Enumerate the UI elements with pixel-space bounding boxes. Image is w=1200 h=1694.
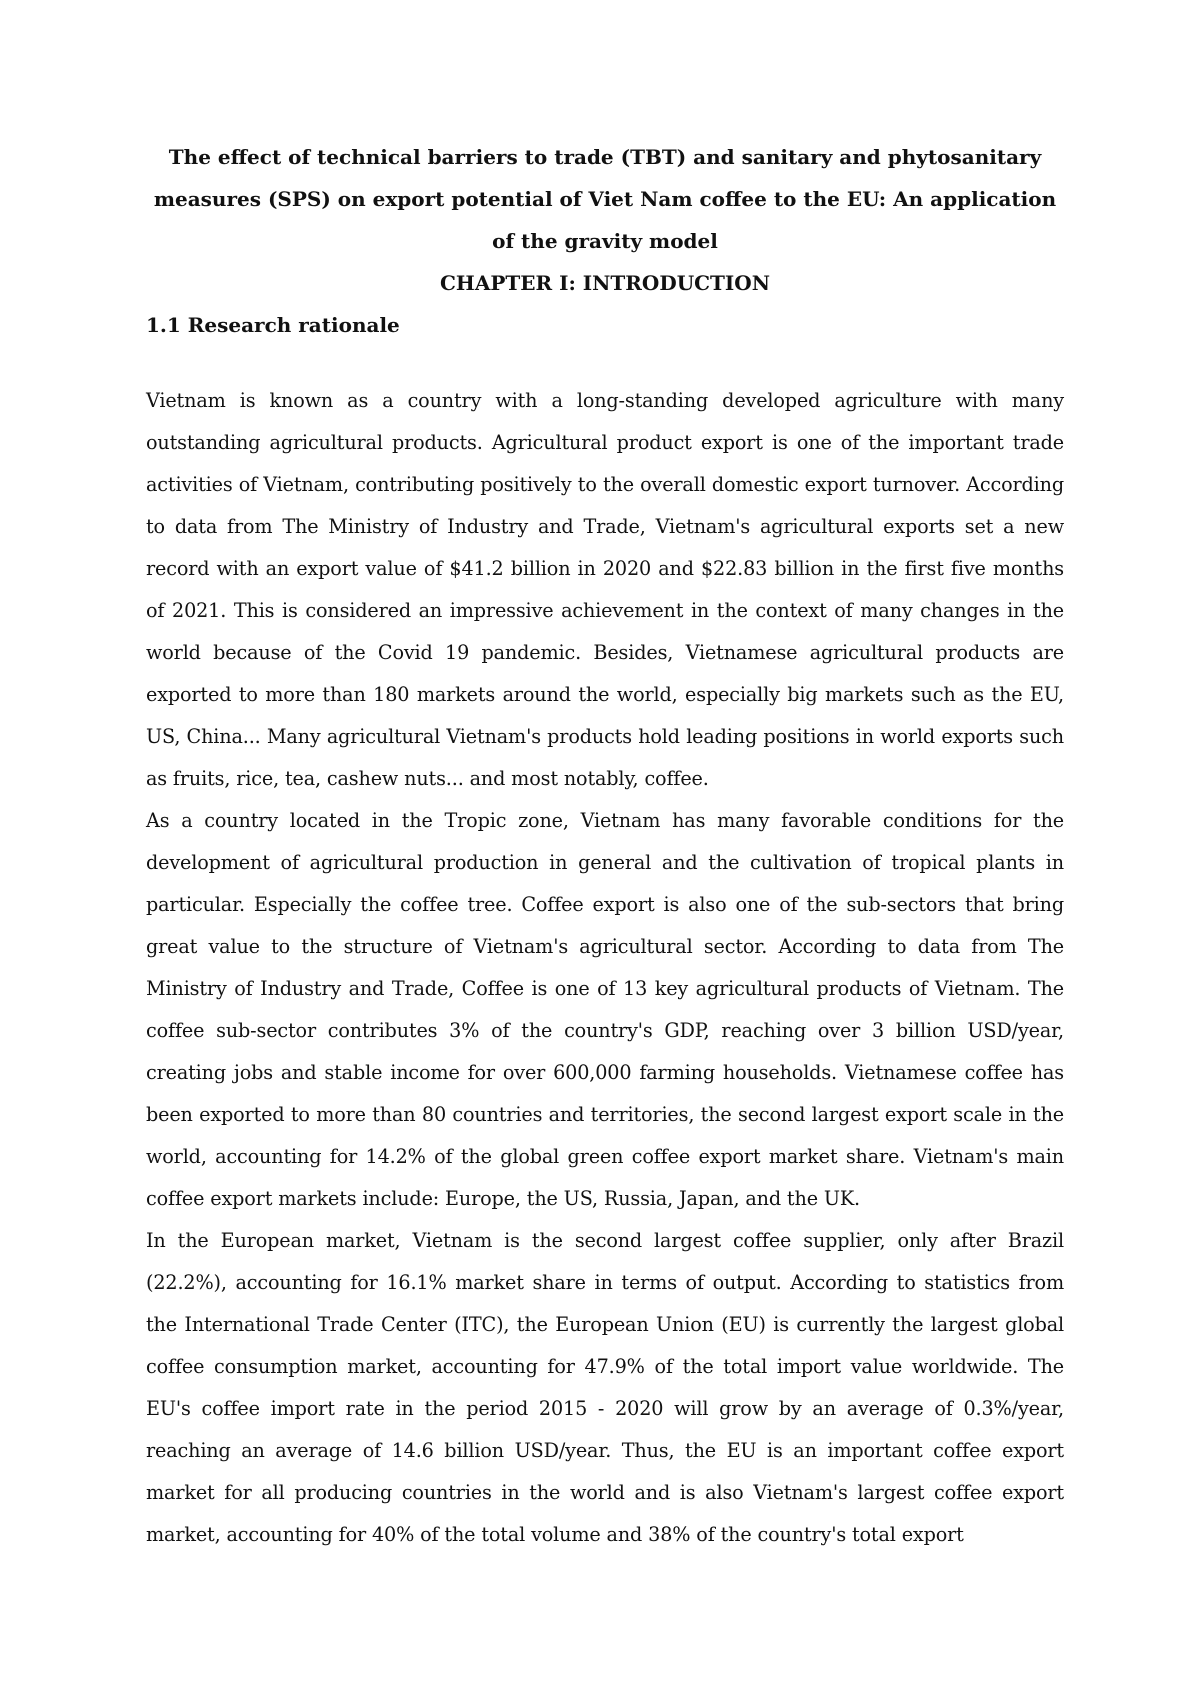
document-title: The effect of technical barriers to trade (TBT) and sanitary and phytosanitary measures (SPS) on export potential of Viet Nam coffee to the EU: An application of the gravity model [153,145,1057,253]
document-page [146,136,1064,1556]
section-heading: 1.1 Research rationale [146,313,400,337]
chapter-heading: CHAPTER I: INTRODUCTION [440,271,770,295]
body-paragraph: Vietnam is known as a country with a long-standing developed agriculture with many outstanding agricultural products. Agricultural product export is one of the important trade activities of Vietnam, contributing positively to the overall domestic export turnover. According to data from The Ministry of Industry and Trade, Vietnam's agricultural exports set a new record with an export value of $41.2 billion in 2020 and $22.83 billion in the first five months of 2021. This is considered an impressive achievement in the context of many changes in the world because of the Covid 19 pandemic. Besides, Vietnamese agricultural products are exported to more than 180 markets around the world, especially big markets such as the EU, US, China... Many agricultural Vietnam's products hold leading positions in world exports such as fruits, rice, tea, cashew nuts... and most notably, coffee. [146,389,1064,790]
body-paragraph: In the European market, Vietnam is the second largest coffee supplier, only after Brazil (22.2%), accounting for 16.1% market share in terms of output. According to statistics from the International Trade Center (ITC), the European Union (EU) is currently the largest global coffee consumption market, accounting for 47.9% of the total import value worldwide. The EU's coffee import rate in the period 2015 - 2020 will grow by an average of 0.3%/year, reaching an average of 14.6 billion USD/year. Thus, the EU is an important coffee export market for all producing countries in the world and is also Vietnam's largest coffee export market, accounting for 40% of the total volume and 38% of the country's total export [146,1229,1064,1546]
body-paragraph: As a country located in the Tropic zone, Vietnam has many favorable conditions for the development of agricultural production in general and the cultivation of tropical plants in particular. Especially the coffee tree. Coffee export is also one of the sub-sectors that bring great value to the structure of Vietnam's agricultural sector. According to data from The Ministry of Industry and Trade, Coffee is one of 13 key agricultural products of Vietnam. The coffee sub-sector contributes 3% of the country's GDP, reaching over 3 billion USD/year, creating jobs and stable income for over 600,000 farming households. Vietnamese coffee has been exported to more than 80 countries and territories, the second largest export scale in the world, accounting for 14.2% of the global green coffee export market share. Vietnam's main coffee export markets include: Europe, the US, Russia, Japan, and the UK. [146,809,1064,1210]
